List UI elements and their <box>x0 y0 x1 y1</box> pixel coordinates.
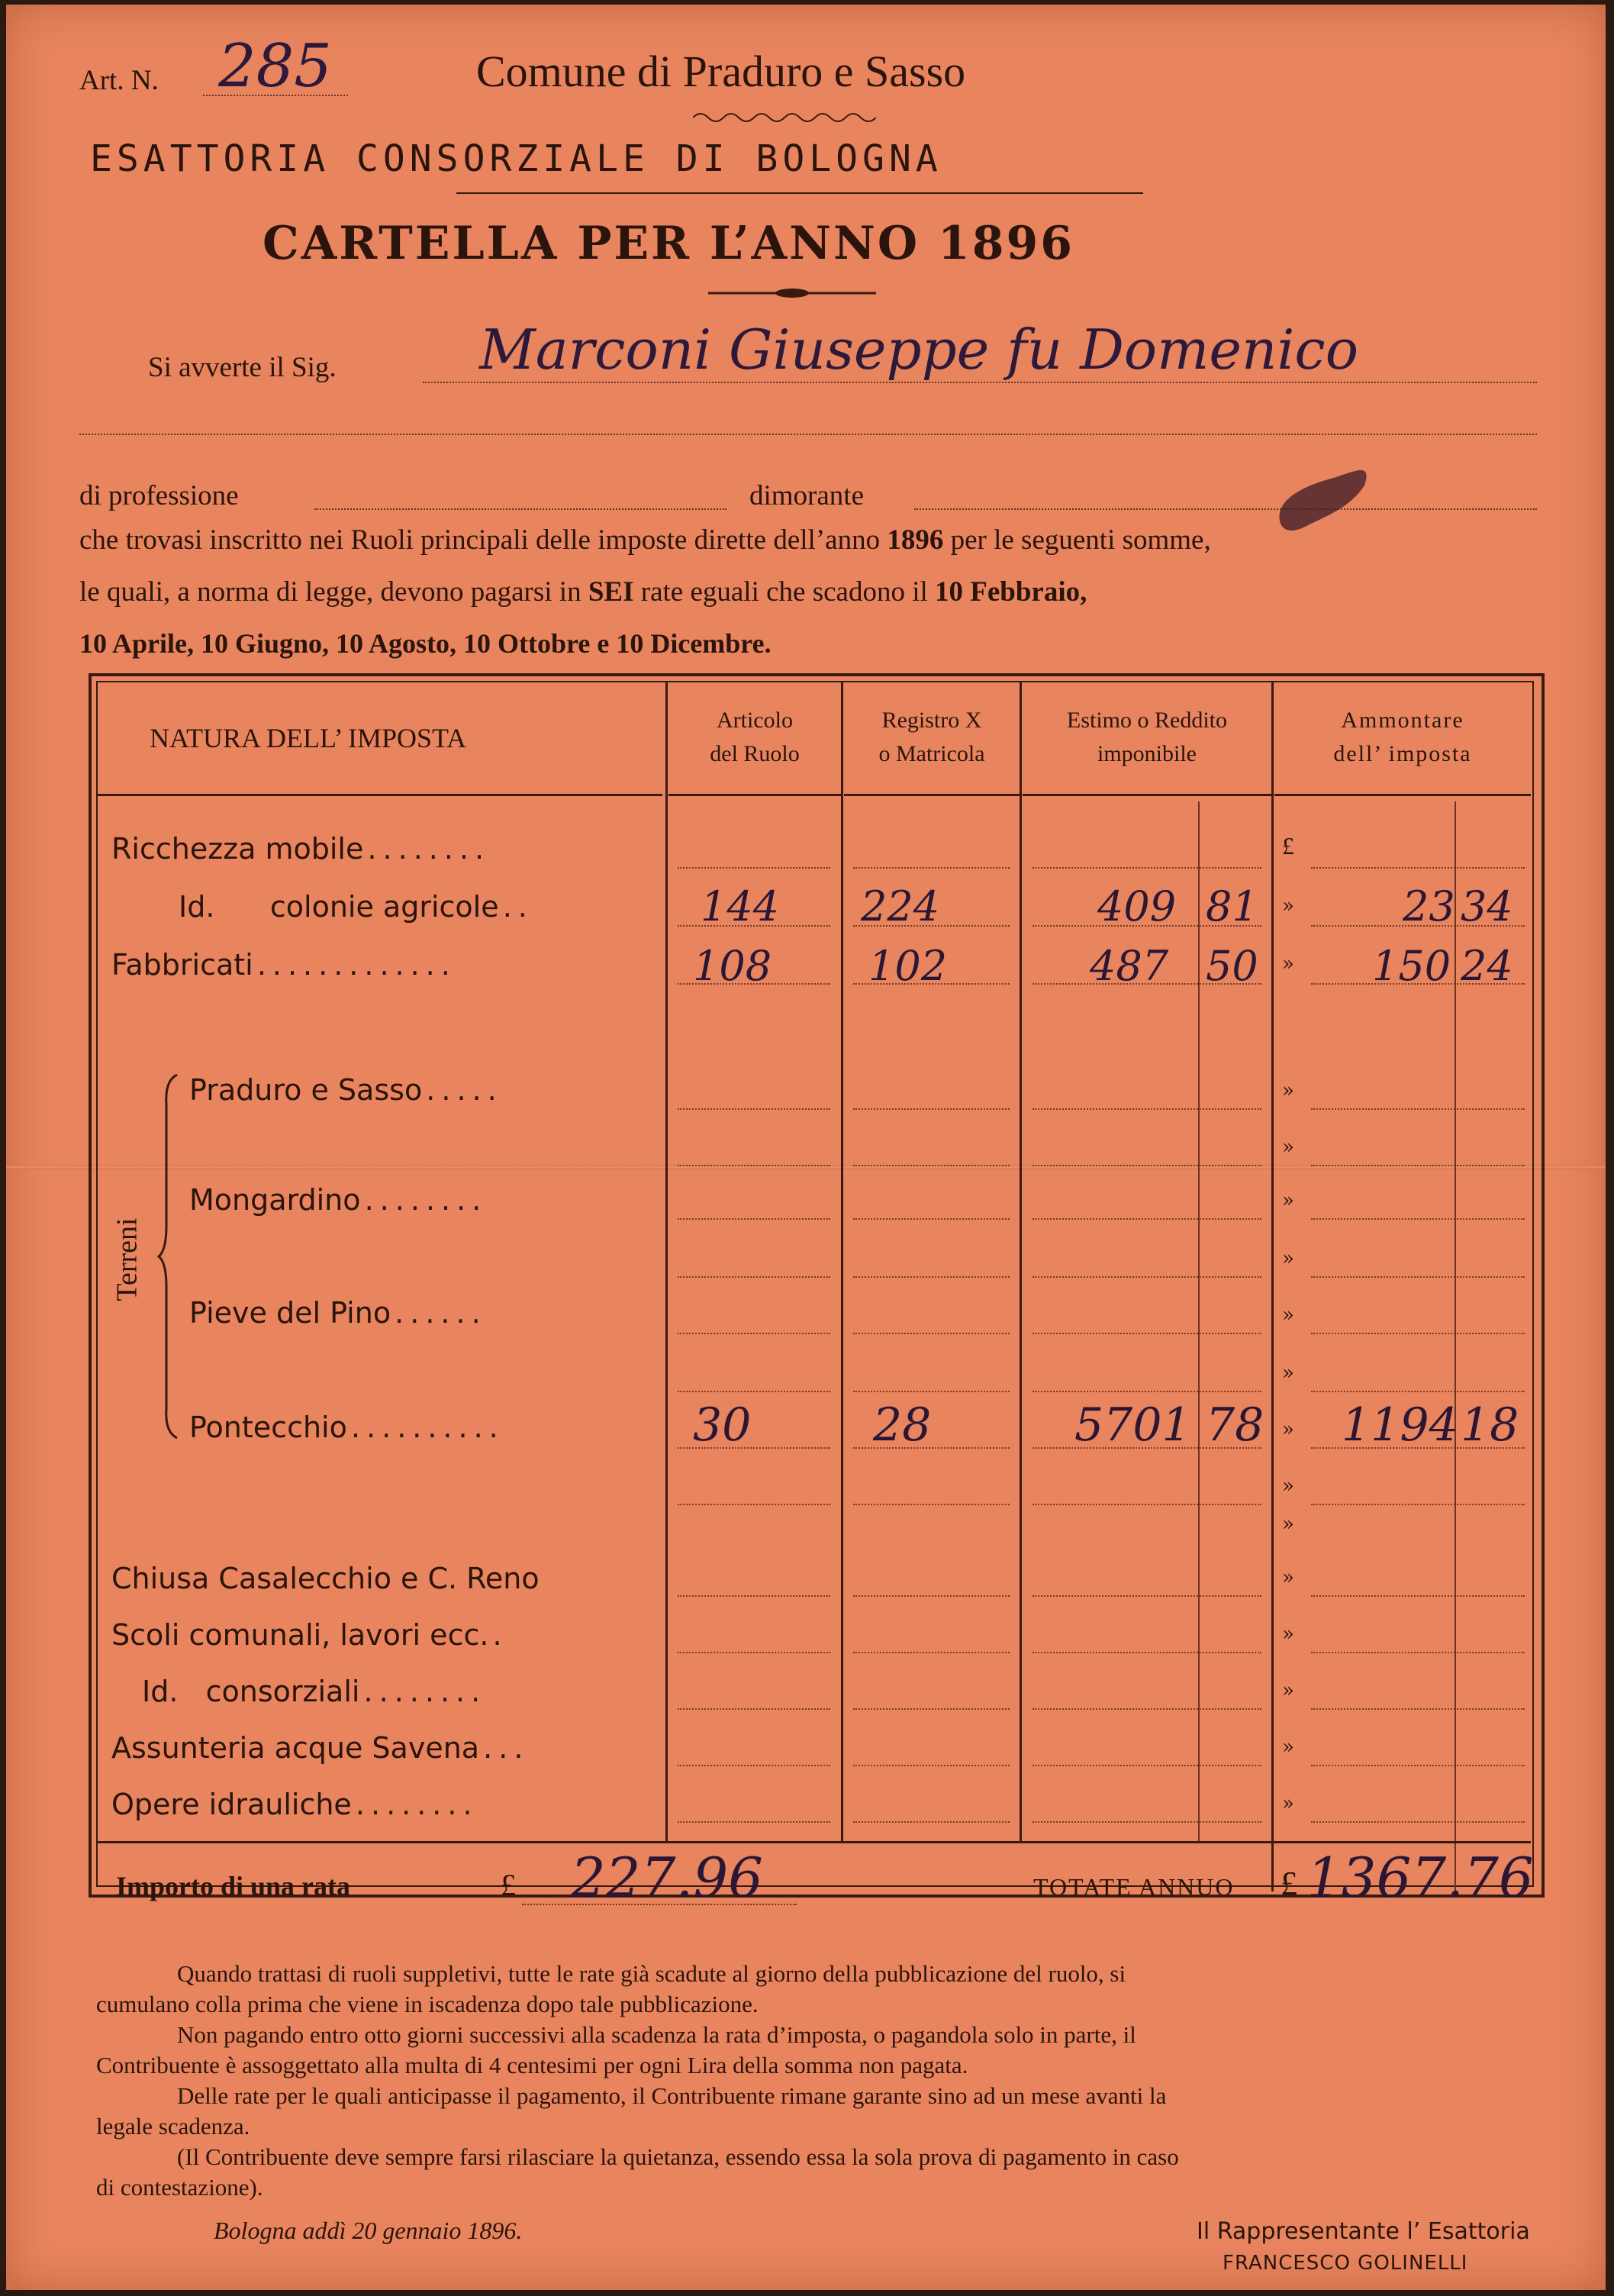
row-scoli-comunali <box>111 1618 508 1652</box>
guillemet: » <box>1282 1079 1294 1102</box>
col-sep-3 <box>1020 681 1022 1841</box>
row-mongardino <box>189 1183 487 1217</box>
lira-sign: £ <box>1282 832 1294 859</box>
pontecchio-amm-int: 1194 <box>1342 1398 1458 1452</box>
header-underline-natura <box>96 794 662 796</box>
guillemet: » <box>1282 1475 1294 1498</box>
col-sep-1 <box>665 681 668 1841</box>
note-line-7: (Il Contribuente deve sempre farsi rilasciare la quietanza, essendo essa la sola prova di pagamento in caso <box>177 2143 1179 2170</box>
header-estimo: Estimo o Reddito imponibile <box>1067 708 1227 766</box>
intro-line-3: 10 Aprile, 10 Giugno, 10 Agosto, 10 Ottobre e 10 Dicembre. <box>79 628 772 659</box>
header-underline-articolo <box>668 794 841 796</box>
tax-notice-sheet <box>6 5 1606 2290</box>
row-label: Assunteria acque Savena <box>111 1731 480 1765</box>
colonie-estimo-dec: 81 <box>1206 882 1258 930</box>
intro-line-2 <box>79 576 1087 608</box>
esattoria-title: ESATTORIA CONSORZIALE DI BOLOGNA <box>90 137 942 180</box>
guillemet: » <box>1282 1418 1294 1441</box>
totale-label: TOTATE ANNUO <box>1033 1873 1235 1901</box>
ornament-rule <box>708 285 876 301</box>
row-chiusa-casalecchio <box>111 1562 540 1595</box>
row-label: Praduro e Sasso <box>189 1073 423 1107</box>
intro-sei: SEI <box>588 576 634 608</box>
row-label: Scoli comunali, lavori ecc. <box>111 1618 489 1652</box>
guillemet: » <box>1282 1792 1294 1815</box>
recipient-line-2 <box>79 434 1537 435</box>
guillemet: » <box>1282 1189 1294 1212</box>
importo-line <box>522 1904 797 1905</box>
note-line-6: legale scadenza. <box>96 2113 250 2140</box>
intro-line-2-b: rate eguali che scadono il <box>633 576 935 608</box>
intro-line-1-b: per le seguenti somme, <box>943 524 1211 556</box>
row-pieve-del-pino <box>189 1296 487 1330</box>
header-rule <box>456 192 1143 194</box>
fabbricati-amm-dec: 24 <box>1461 942 1513 990</box>
row-dots: ..... <box>426 1073 503 1107</box>
signature-name: FRANCESCO GOLINELLI <box>1223 2252 1468 2275</box>
note-line-4: Contribuente è assoggettato alla multa di 4 centesimi per ogni Lira della somma non pagata. <box>96 2052 968 2078</box>
ammontare-decimal-sep <box>1455 801 1456 1891</box>
row-praduro-e-sasso <box>189 1073 503 1107</box>
row-label: Ricchezza mobile <box>111 832 364 866</box>
pontecchio-registro: 28 <box>873 1398 932 1452</box>
guillemet: » <box>1282 1304 1294 1327</box>
fabbricati-amm-int: 150 <box>1372 942 1451 990</box>
dimorante-line <box>914 508 1537 510</box>
fabbricati-estimo-dec: 50 <box>1206 942 1258 990</box>
row-dots: ........ <box>367 832 491 866</box>
header-articolo: Articolo del Ruolo <box>710 708 800 766</box>
fabbricati-registro: 102 <box>868 942 948 990</box>
place-date: Bologna addì 20 gennaio 1896. <box>214 2217 523 2244</box>
pontecchio-articolo: 30 <box>693 1398 752 1452</box>
guillemet: » <box>1282 1247 1294 1270</box>
row-dots: ... <box>483 1731 530 1765</box>
estimo-decimal-sep <box>1198 801 1200 1841</box>
note-line-3: Non pagando entro otto giorni successivi alla scadenza la rata d’imposta, o pagandola solo in parte, il <box>177 2021 1136 2048</box>
colonie-articolo: 144 <box>701 882 780 930</box>
header-underline-registro <box>844 794 1020 796</box>
fabbricati-estimo-int: 487 <box>1090 942 1169 990</box>
header-underline-estimo <box>1023 794 1271 796</box>
row-dots: . <box>492 1618 508 1652</box>
row-label: Pieve del Pino <box>189 1296 391 1330</box>
guillemet: » <box>1282 1679 1294 1702</box>
row-dots: ............. <box>256 948 456 982</box>
row-label: Pontecchio <box>189 1411 347 1444</box>
guillemet: » <box>1282 895 1294 917</box>
importo-lira-sign: £ <box>501 1868 516 1902</box>
guillemet: » <box>1282 1566 1294 1589</box>
row-assunteria <box>111 1731 529 1765</box>
importo-value: 227.96 <box>571 1846 763 1910</box>
col-sep-4 <box>1271 681 1274 1891</box>
totale-value: 1367.76 <box>1306 1846 1534 1910</box>
art-number: 285 <box>218 32 332 101</box>
colonie-amm-int: 23 <box>1403 882 1455 930</box>
guillemet: » <box>1282 1623 1294 1646</box>
row-opere-idrauliche <box>111 1788 478 1821</box>
colonie-estimo-int: 409 <box>1097 882 1177 930</box>
guillemet: » <box>1282 1513 1294 1536</box>
row-label: Mongardino <box>189 1183 361 1217</box>
importo-label: Importo di una rata <box>116 1871 351 1901</box>
ink-blot <box>1265 455 1380 539</box>
header-underline-ammontare <box>1274 794 1531 796</box>
row-dots: ........ <box>363 1675 487 1708</box>
note-line-8: di contestazione). <box>96 2174 263 2201</box>
guillemet: » <box>1282 1736 1294 1759</box>
colonie-registro: 224 <box>861 882 940 930</box>
dimorante-label: dimorante <box>749 480 865 511</box>
wavy-rule <box>693 110 876 125</box>
totals-row-top-rule <box>96 1841 1531 1843</box>
header-ammontare: Ammontare dell’ imposta <box>1333 708 1472 766</box>
recipient-label: Si avverte il Sig. <box>148 352 337 383</box>
recipient-line <box>423 382 1537 383</box>
note-line-1: Quando trattasi di ruoli suppletivi, tutte le rate già scadute al giorno della pubblicazione del ruolo, si <box>177 1960 1126 1987</box>
fabbricati-articolo: 108 <box>693 942 772 990</box>
row-dots: .......... <box>350 1411 504 1444</box>
art-label: Art. N. <box>79 65 159 96</box>
guillemet: » <box>1282 1362 1294 1385</box>
header-natura: NATURA DELL’ IMPOSTA <box>150 723 467 753</box>
totale-lira-sign: £ <box>1281 1865 1297 1902</box>
comune-title: Comune di Praduro e Sasso <box>476 47 966 96</box>
note-line-2: cumulano colla prima che viene in iscadenza dopo tale pubblicazione. <box>96 1991 759 2017</box>
terreni-label: Terreni <box>111 1217 143 1301</box>
guillemet: » <box>1282 953 1294 975</box>
intro-line-2-a: le quali, a norma di legge, devono pagarsi in <box>79 576 588 608</box>
row-label: Id. colonie agricole <box>179 890 499 924</box>
recipient-name: Marconi Giuseppe fu Domenico <box>479 318 1359 382</box>
professione-line <box>314 508 726 510</box>
header-registro: Registro X o Matricola <box>878 708 985 766</box>
pontecchio-estimo-int: 5701 <box>1074 1398 1191 1452</box>
pontecchio-amm-dec: 18 <box>1461 1398 1519 1452</box>
intro-year: 1896 <box>887 524 944 556</box>
row-dots: .. <box>502 890 533 924</box>
row-dots: ........ <box>355 1788 478 1821</box>
col-sep-2 <box>841 681 843 1841</box>
intro-line-1-a: che trovasi inscritto nei Ruoli principali delle imposte dirette dell’anno <box>79 524 888 556</box>
row-label: Opere idrauliche <box>111 1788 352 1821</box>
colonie-amm-dec: 34 <box>1461 882 1513 930</box>
row-label: Fabbricati <box>111 948 253 982</box>
pontecchio-estimo-dec: 78 <box>1206 1398 1264 1452</box>
row-dots: ...... <box>395 1296 487 1330</box>
row-dots: ........ <box>364 1183 488 1217</box>
row-consorziali <box>142 1675 486 1708</box>
note-line-5: Delle rate per le quali anticipasse il pagamento, il Contribuente rimane garante sino ad un mese avanti la <box>177 2082 1167 2109</box>
art-number-line <box>203 95 348 96</box>
intro-first-date: 10 Febbraio, <box>935 576 1087 608</box>
professione-label: di professione <box>79 480 239 511</box>
guillemet: » <box>1282 1136 1294 1159</box>
row-label: Chiusa Casalecchio e C. Reno <box>111 1562 540 1595</box>
row-pontecchio <box>189 1411 504 1444</box>
signature-role: Il Rappresentante l’ Esattoria <box>1197 2218 1530 2245</box>
terreni-bracket <box>157 1073 180 1440</box>
cartella-title: CARTELLA PER L’ANNO 1896 <box>263 217 1074 270</box>
row-label: Id. consorziali <box>142 1675 360 1708</box>
row-ricchezza-mobile <box>111 832 490 866</box>
intro-line-1 <box>79 524 1211 556</box>
row-fabbricati <box>111 948 456 982</box>
row-colonie-agricole <box>179 890 533 924</box>
